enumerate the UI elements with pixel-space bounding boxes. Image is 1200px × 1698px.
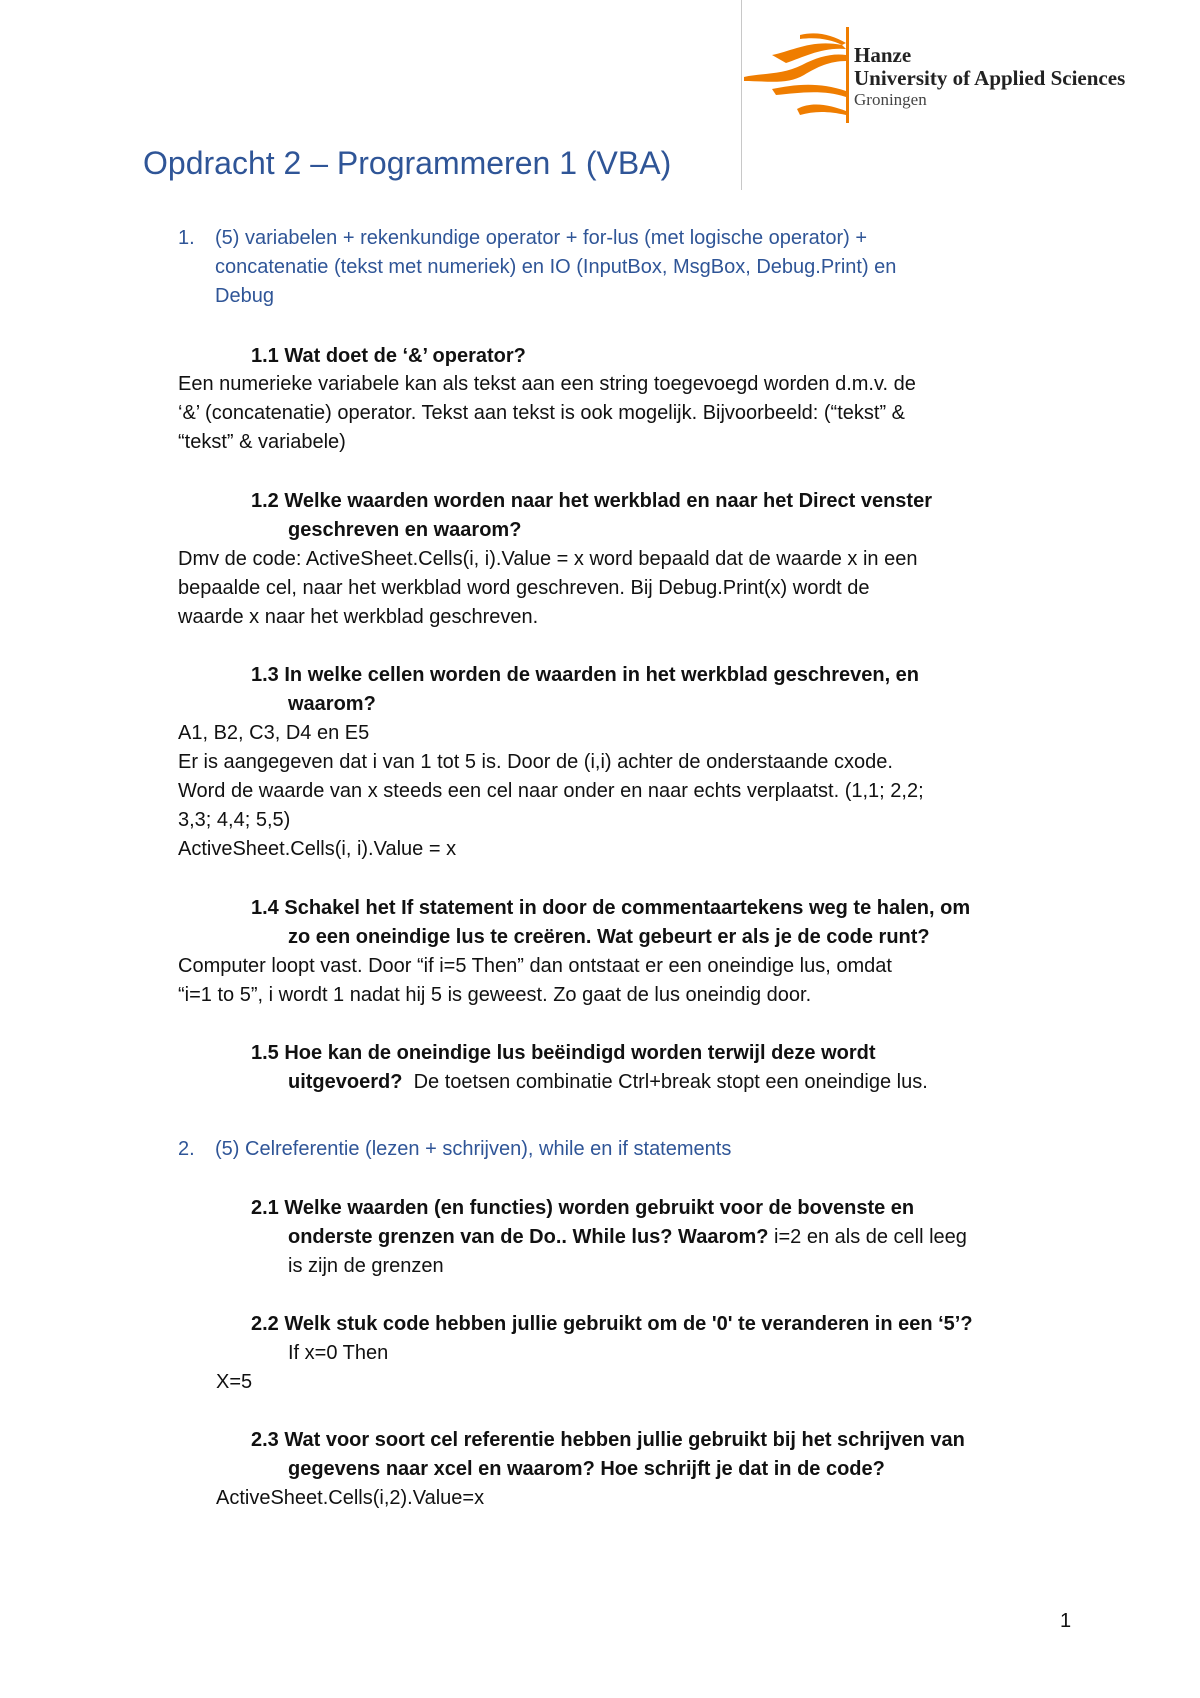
answer-line: Word de waarde van x steeds een cel naar onder en naar echts verplaatst. (1,1; 2,2; [178, 780, 924, 802]
question-1-1-heading: 1.1 Wat doet de ‘&’ operator? [251, 345, 526, 367]
question-1-3-heading: waarom? [288, 693, 376, 715]
question-1-2-heading: geschreven en waarom? [288, 519, 522, 541]
answer-line: Computer loopt vast. Door “if i=5 Then” dan ontstaat er een oneindige lus, omdat [178, 955, 892, 977]
question-2-3-heading: gegevens naar xcel en waarom? Hoe schrijft je dat in de code? [288, 1458, 885, 1480]
answer-line: bepaalde cel, naar het werkblad word geschreven. Bij Debug.Print(x) wordt de [178, 577, 870, 599]
answer-text: De toetsen combinatie Ctrl+break stopt een oneindige lus. [413, 1071, 928, 1093]
question-1-4-heading: 1.4 Schakel het If statement in door de commentaartekens weg te halen, om [251, 897, 971, 919]
question-2-2-heading: 2.2 Welk stuk code hebben jullie gebruikt om de '0' te veranderen in een ‘5’? [251, 1313, 973, 1335]
logo-line-3: Groningen [854, 90, 927, 109]
answer-line: X=5 [216, 1371, 253, 1393]
hanze-logo-flame-icon [742, 25, 852, 125]
answer-line: “i=1 to 5”, i wordt 1 nadat hij 5 is geweest. Zo gaat de lus oneindig door. [178, 984, 812, 1006]
question-2-1-heading: onderste grenzen van de Do.. While lus? Waarom? [288, 1226, 769, 1248]
section-2-number: 2. [178, 1138, 195, 1160]
section-1-number: 1. [178, 227, 195, 249]
question-1-5-line [288, 1068, 928, 1097]
question-1-3-heading: 1.3 In welke cellen worden de waarden in het werkblad geschreven, en [251, 664, 920, 686]
section-1-line: (5) variabelen + rekenkundige operator + for-lus (met logische operator) + [215, 227, 868, 249]
answer-line: ActiveSheet.Cells(i,2).Value=x [216, 1487, 485, 1509]
answer-line: ActiveSheet.Cells(i, i).Value = x [178, 838, 457, 860]
question-1-4-heading: zo een oneindige lus te creëren. Wat gebeurt er als je de code runt? [288, 926, 930, 948]
section-1-line: Debug [215, 285, 274, 307]
answer-text: i=2 en als de cell leeg [774, 1226, 967, 1248]
answer-line: A1, B2, C3, D4 en E5 [178, 722, 370, 744]
section-1-line: concatenatie (tekst met numeriek) en IO (InputBox, MsgBox, Debug.Print) en [215, 256, 897, 278]
logo-line-2: University of Applied Sciences [854, 66, 1126, 90]
answer-line: Een numerieke variabele kan als tekst aan een string toegevoegd worden d.m.v. de [178, 373, 916, 395]
section-2-line: (5) Celreferentie (lezen + schrijven), while en if statements [215, 1138, 732, 1160]
page-title: Opdracht 2 – Programmeren 1 (VBA) [143, 145, 672, 181]
answer-line: Er is aangegeven dat i van 1 tot 5 is. Door de (i,i) achter de onderstaande cxode. [178, 751, 893, 773]
answer-line: Dmv de code: ActiveSheet.Cells(i, i).Value = x word bepaald dat de waarde x in een [178, 548, 918, 570]
page-number: 1 [1060, 1610, 1072, 1632]
question-1-2-heading: 1.2 Welke waarden worden naar het werkblad en naar het Direct venster [251, 490, 932, 512]
answer-line: is zijn de grenzen [288, 1255, 444, 1277]
answer-line: ‘&’ (concatenatie) operator. Tekst aan tekst is ook mogelijk. Bijvoorbeeld: (“tekst” & [178, 402, 906, 424]
question-1-5-heading: 1.5 Hoe kan de oneindige lus beëindigd worden terwijl deze wordt [251, 1042, 876, 1064]
answer-line: If x=0 Then [288, 1342, 389, 1364]
question-2-1-heading: 2.1 Welke waarden (en functies) worden gebruikt voor de bovenste en [251, 1197, 915, 1219]
question-2-1-line [288, 1223, 967, 1252]
answer-line: “tekst” & variabele) [178, 431, 346, 453]
answer-line: 3,3; 4,4; 5,5) [178, 809, 291, 831]
answer-line: waarde x naar het werkblad geschreven. [178, 606, 539, 628]
question-2-3-heading: 2.3 Wat voor soort cel referentie hebben jullie gebruikt bij het schrijven van [251, 1429, 965, 1451]
question-1-5-heading: uitgevoerd? [288, 1071, 403, 1093]
logo-line-1: Hanze [854, 43, 912, 67]
hanze-logo-text [854, 44, 1125, 109]
